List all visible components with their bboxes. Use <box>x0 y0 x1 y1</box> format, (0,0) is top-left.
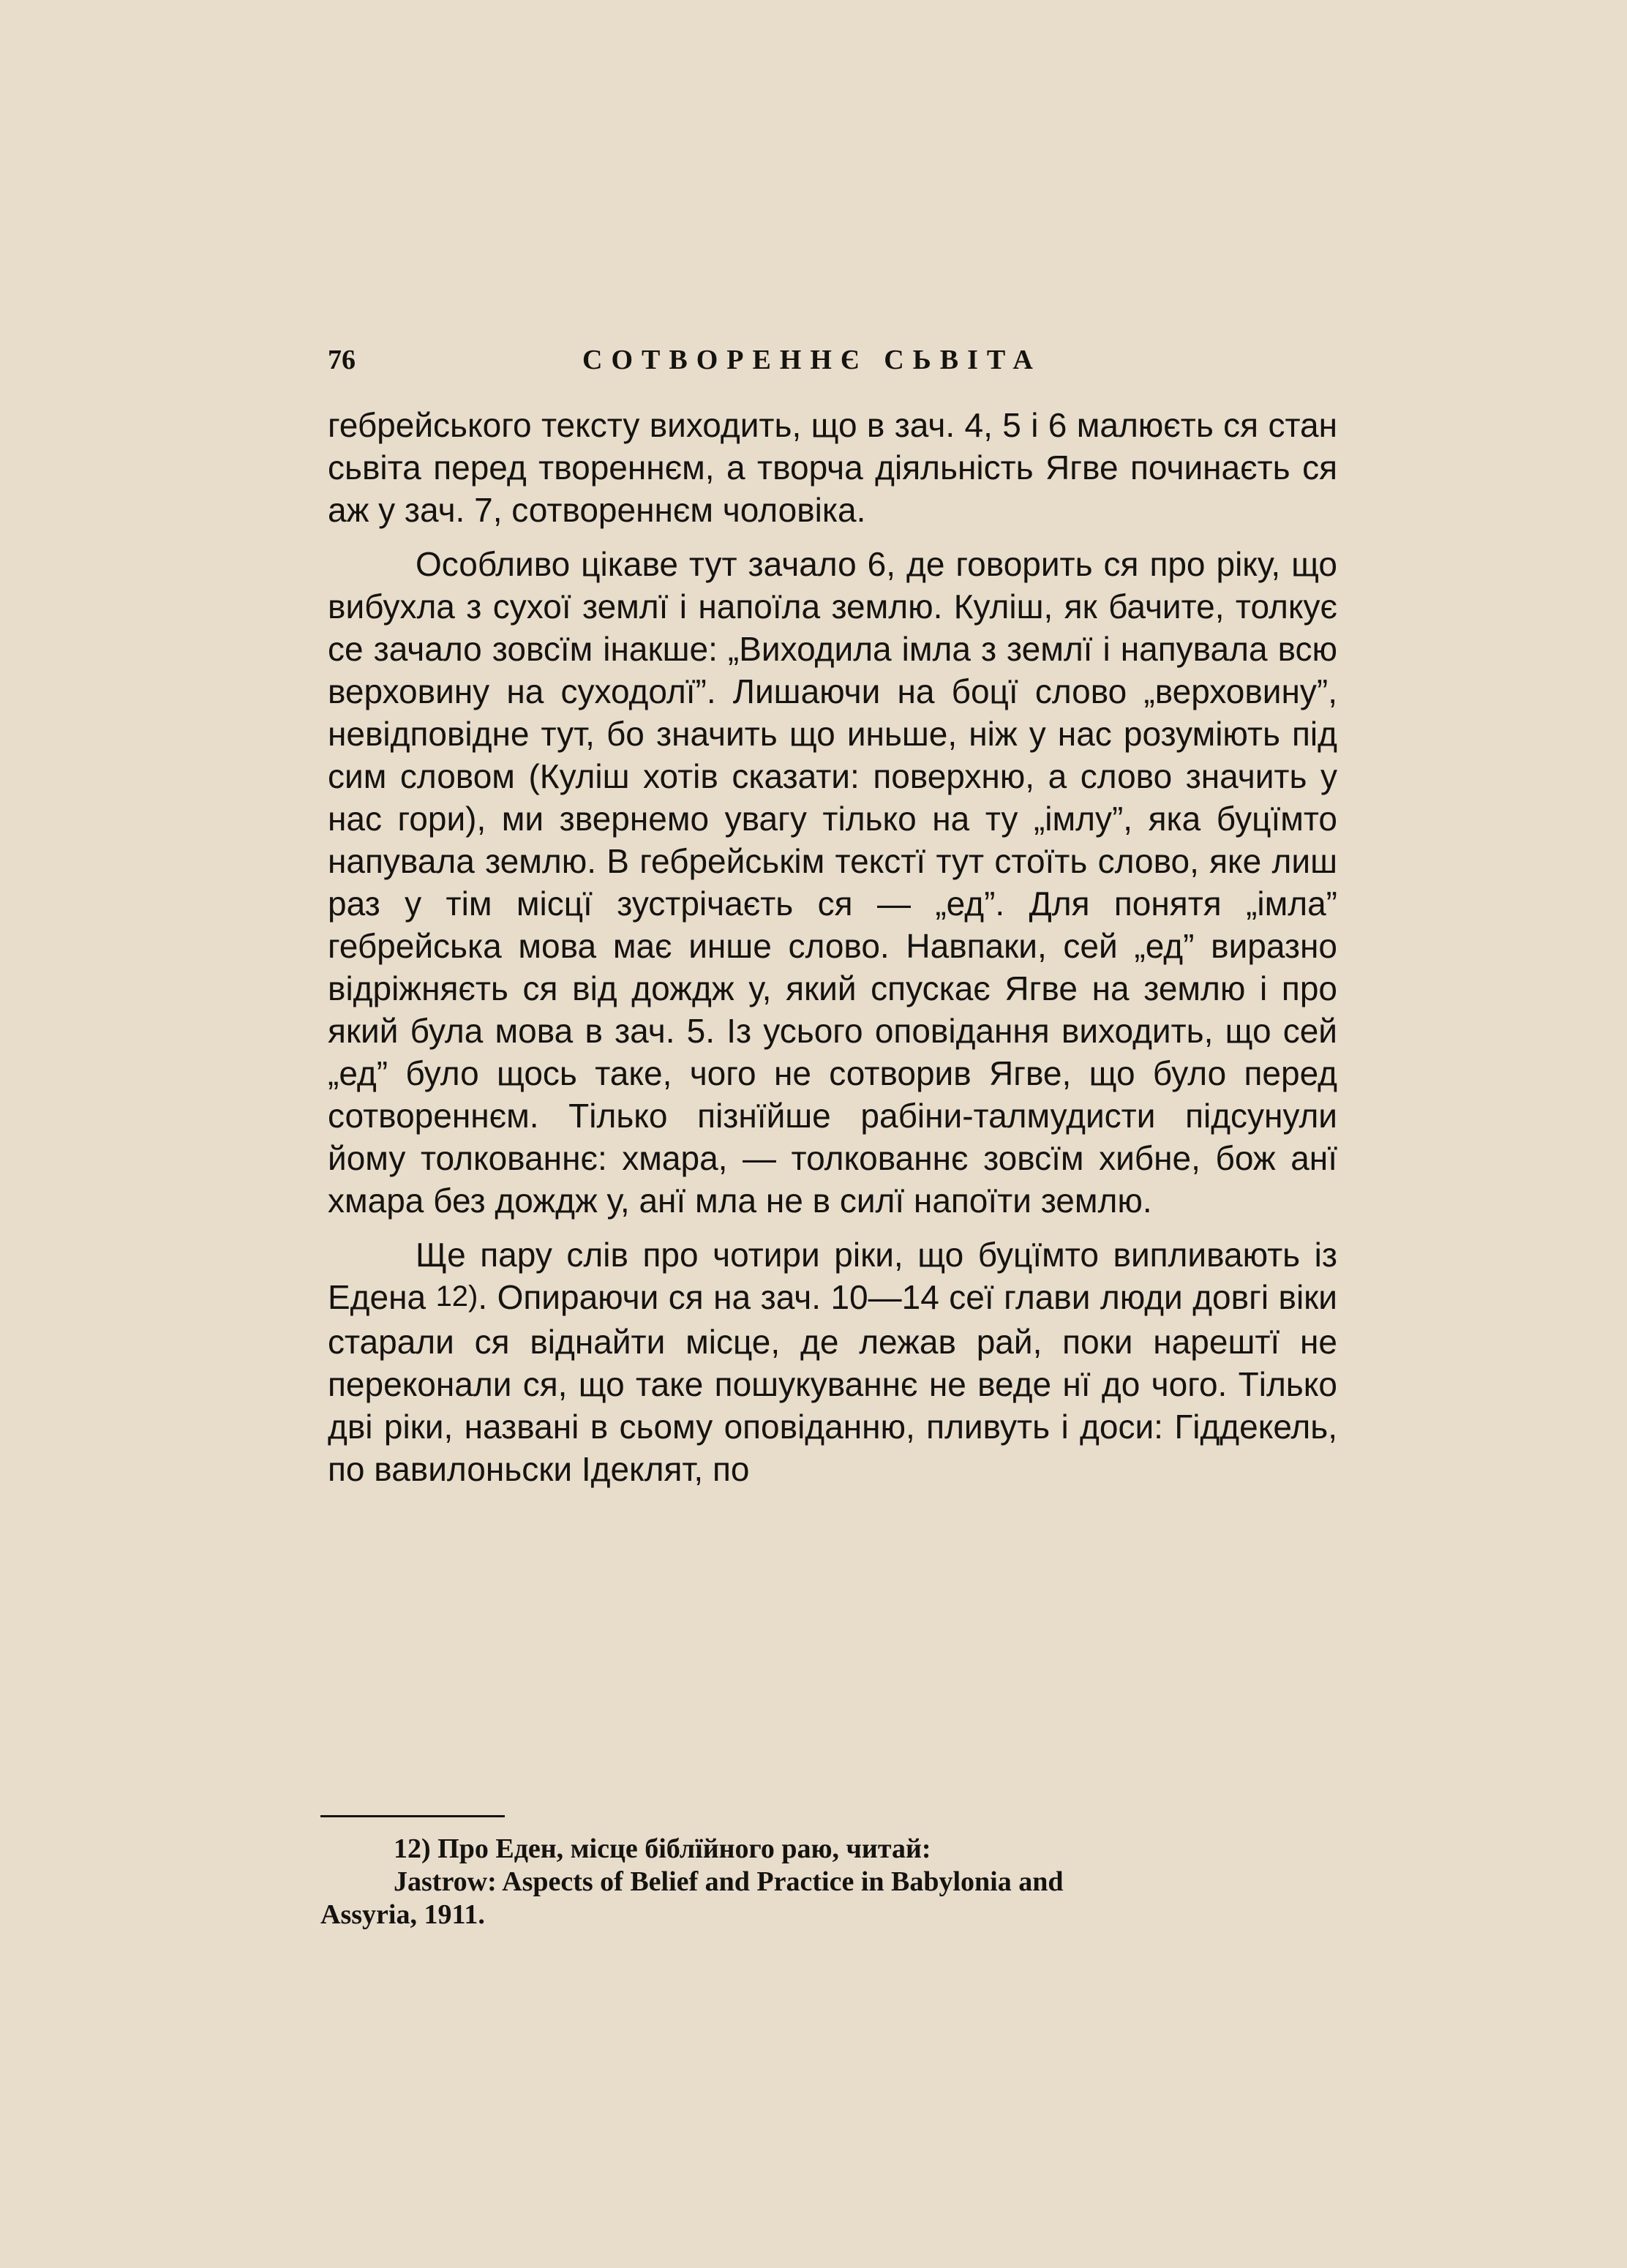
paragraph-2: Особливо цікаве тут зачало 6, де говорить ся про ріку, що вибухла з сухої землї і напоїла землю. Куліш, як бачите, толкує се зачало зовсїм інакше: „Виходила імла з землї і напувала всю верховину на суходолї”. Лишаючи на боцї слово „верховину”, невідповідне тут, бо значить що иньше, ніж у нас розуміють під сим словом (Куліш хотів сказати: поверхню, а слово значить у нас гори), ми звернемо увагу тілько на ту „імлу”, яка буцїмто напувала землю. В гебрейськім текстї тут стоїть слово, яке лиш раз у тім місцї зустрічаєть ся — „ед”. Для понятя „імла” гебрейська мова має инше слово. Навпаки, сей „ед” виразно відріжняєть ся від дождж у, який спускає Ягве на землю і про який була мова в зач. 5. Із усього оповідання виходить, що сей „ед” було щось таке, чого не сотворив Ягве, що було перед сотвореннєм. Тілько пізнїйше рабіни-талмудисти підсунули йому толкованнє: хмара, — толкованнє зовсїм хибне, бож анї хмара без дождж у, анї мла не в силї напоїти землю. <box>328 545 1337 1220</box>
paragraph-3 <box>328 1233 1337 1490</box>
footnote-line-2: Jastrow: Aspects of Belief and Practice in Babylonia and <box>394 1866 1064 1897</box>
paragraph-1: гебрейського тексту виходить, що в зач. 4, 5 і 6 малюєть ся стан сьвіта перед твореннєм, а творча діяльність Ягве починаєть ся аж у зач. 7, сотвореннєм чоловіка. <box>328 406 1337 529</box>
page-number: 76 <box>328 345 356 375</box>
paragraph-3-text-before-reference: Ще пару слів про чотири ріки, що буцїмто випливають із Едена <box>328 1236 1337 1316</box>
main-text <box>328 404 1337 1490</box>
footnote-divider <box>320 1815 505 1817</box>
footnote-line-1: 12) Про Еден, місце біблїйного раю, читай: <box>394 1833 931 1864</box>
paragraph-3-text-after-reference: . Опираючи ся на зач. 10—14 сеї глави люди довгі віки старали ся віднайти місце, де лежав рай, поки нарештї не переконали ся, що таке пошукуваннє не веде нї до чого. Тілько дві ріки, названі в сьому оповіданню, пливуть і доси: Гіддекель, по вавилоньски Ідеклят, по <box>328 1278 1338 1488</box>
footnotes <box>320 1833 1337 1931</box>
footnote-line-3: Assyria, 1911. <box>320 1899 485 1930</box>
footnote-reference: 12) <box>435 1280 478 1313</box>
page-header <box>328 338 1337 382</box>
running-title: СОТВОРЕННЄ СЬВІТА <box>582 345 1042 375</box>
